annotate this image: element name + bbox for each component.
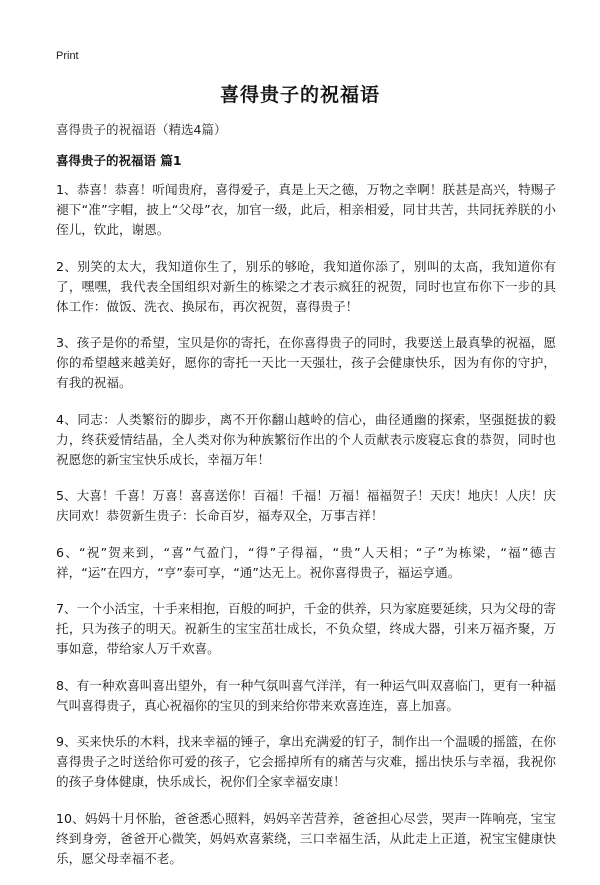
paragraph-3: 3、孩子是你的希望，宝贝是你的寄托，在你喜得贵子的同时，我要送上最真挚的祝福，愿你的希望越来越美好，愿你的寄托一天比一天强壮，孩子会健康快乐，因为有你的守护，有我的祝福。	[56, 335, 556, 390]
section-heading: 喜得贵子的祝福语 篇1	[56, 153, 182, 168]
paragraph-1: 1、恭喜！恭喜！听闻贵府，喜得爱子，真是上天之德，万物之幸啊！朕甚是高兴，特赐子褪下“准”字帽，披上“父母”衣，加官一级，此后，相亲相爱，同甘共苦，共同抚养朕的小侄儿，钦此，谢恩。	[56, 182, 556, 237]
page-title: 喜得贵子的祝福语	[219, 84, 380, 106]
paragraph-10: 10、妈妈十月怀胎，爸爸悉心照料，妈妈辛苦营养，爸爸担心尽尝，哭声一阵响亮，宝宝终到身旁，爸爸开心微笑，妈妈欢喜萦绕，三口幸福生活，从此走上正道，祝宝宝健康快乐，愿父母幸福不老。	[56, 810, 556, 866]
paragraph-list	[56, 180, 556, 885]
paragraph-9: 9、买来快乐的木料，找来幸福的锤子，拿出充满爱的钉子，制作出一个温暖的摇篮，在你喜得贵子之时送给你可爱的孩子，它会摇掉所有的痛苦与灾难，摇出快乐与幸福，我祝你的孩子身体健康，快乐成长，祝你们全家幸福安康！	[56, 734, 556, 789]
paragraph-5: 5、大喜！千喜！万喜！喜喜送你！百福！千福！万福！福福贺子！天庆！地庆！人庆！庆庆同欢！恭贺新生贵子：长命百岁，福寿双全，万事吉祥！	[56, 488, 556, 523]
document-subtitle: 喜得贵子的祝福语（精选4篇）	[56, 122, 227, 137]
paragraph-7: 7、一个小活宝，十手来相抱，百般的呵护，千金的供养，只为家庭要延续，只为父母的寄托，只为孩子的明天。祝新生的宝宝茁壮成长，不负众望，终成大器，引来万福齐聚，万事如意，带给家人万千欢喜。	[56, 601, 556, 656]
paragraph-2: 2、别笑的太大，我知道你生了，别乐的够呛，我知道你添了，别叫的太高，我知道你有了，嘿嘿，我代表全国组织对新生的栋梁之才表示疯狂的祝贺，同时也宣布你下一步的具体工作：做饭、洗衣、换尿布，再次祝贺，喜得贵子！	[56, 258, 556, 314]
paragraph-6: 6、“祝”贺来到，“喜”气盈门，“得”子得福，“贵”人天相；“子”为栋梁，“福”德吉祥，“运”在四方，“亨”泰可享，“通”达无上。祝你喜得贵子，福运亨通。	[56, 544, 556, 580]
paragraph-4: 4、同志：人类繁衍的脚步，离不开你翻山越岭的信心，曲径通幽的探索，坚强挺拔的毅力，终获爱情结晶，全人类对你为种族繁衍作出的个人贡献表示废寝忘食的恭贺，同时也祝愿您的新宝宝快乐成长，幸福万年！	[56, 411, 556, 467]
paragraph-8: 8、有一种欢喜叫喜出望外，有一种气氛叫喜气洋洋，有一种运气叫双喜临门，更有一种福气叫喜得贵子，真心祝福你的宝贝的到来给你带来欢喜连连，喜上加喜。	[56, 677, 556, 713]
print-link[interactable]: Print	[56, 50, 79, 62]
